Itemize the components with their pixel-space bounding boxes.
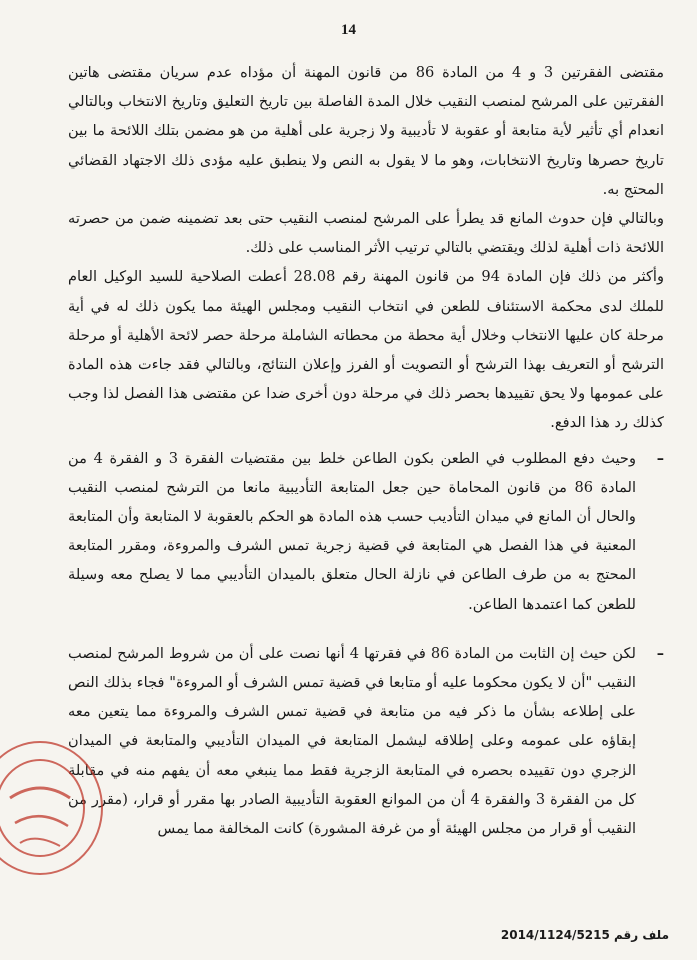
file-number: ملف رقم 2014/1124/5215 [500,928,669,942]
official-stamp [0,738,120,888]
bullet-text-2: لكن حيث إن الثابت من المادة 86 في فقرتها 4 أنها نصت على أن من شروط المرشح لمنصب النقيب "أن لا يكون محكوما عليه أو متابعا في قضية تمس الشرف أو المروءة" فجاء بذلك النص على إطلاعه بشأن ما ذكر فيه من متابعة في قضية تمس الشرف والمروءة مما يتعين معه إبقاؤه على عمومه وعلى إطلاقه ليشمل المتابعة في الميدان التأديبي والمتابعة في الميدان الزجري دون تقييده بحصره في المتابعة الزجرية فقط مما ينبغي معه أن يفهم منه في مقابلة كل من الفقرة 3 والفقرة 4 أن من الموانع العقوبة التأديبية الصادر بها مقرر أو قرار، (مقرر من النقيب أو قرار من مجلس الهيئة أو من غرفة المشورة) كانت المخالفة مما يمس [68,644,636,838]
paragraph-1: مقتضى الفقرتين 3 و 4 من المادة 86 من قانون المهنة أن مؤداه عدم سريان مقتضى هاتين الفقرتين على المرشح لمنصب النقيب خلال المدة الفاصلة بين تاريخ التعليق وتاريخ الانتخاب وبالتالي انعدام أي تأثير لأية متابعة أو عقوبة لا تأديبية ولا زجرية على أهلية من هو مضمن بتلك اللائحة ما بين تاريخ حصرها وتاريخ الانتخابات، وهو ما لا يقول به النص ولا ينطبق عليه مؤدى ذلك الاجتهاد القضائي المحتج به. [68,64,665,198]
bullet-text-1: وحيث دفع المطلوب في الطعن بكون الطاعن خلط بين مقتضيات الفقرة 3 و الفقرة 4 من المادة 86 من قانون المحاماة حين جعل المتابعة التأديبية مانعا من الترشح لمنصب النقيب والحال أن المانع في ميدان التأديب حسب هذه المادة هو الحكم بالعقوبة لا المتابعة وأن المتابعة المعنية في هذا الفصل هي المتابعة في قضية زجرية تمس الشرف والمروءة، ومقرر المتابعة المحتج به من طرف الطاعن في نازلة الحال متعلق بالميدان التأديبي مما لا يصلح معه وسيلة للطعن كما اعتمدها الطاعن. [68,449,637,613]
bullet-item-2 [68,639,664,843]
bullet-dash: – [656,644,664,662]
paragraph-2: وبالتالي فإن حدوث المانع قد يطرأ على المرشح لمنصب النقيب حتى بعد تضمينه ضمن من حصرته اللائحة ذات أهلية لذلك ويقتضي بالتالي ترتيب الأثر المناسب على ذلك. [68,210,664,257]
paragraph-3: وأكثر من ذلك فإن المادة 94 من قانون المهنة رقم 28.08 أعطت الصلاحية للسيد الوكيل العام للملك لدى محكمة الاستئناف للطعن في انتخاب النقيب ومجلس الهيئة مما يكون ذلك له في أية مرحلة كان عليها الانتخاب وخلال أية محطة من محطاته الشاملة مرحلة حصر لائحة الأهلية أو مرحلة الترشح أو التعريف بهذا الترشح أو التصويت أو الفرز وإعلان النتائج، وبالتالي فقد جاءت هذه المادة على عمومها ولا يحق تقييدها بحصر ذلك في مرحلة دون أخرى ضدا عن مقتضى هذا الفصل لذا وجب كذلك رد هذا الدفع. [68,268,665,432]
bullet-dash: – [656,449,664,467]
bullet-item-1 [68,444,664,619]
page-number: 14 [341,22,356,38]
document-body [68,58,664,843]
